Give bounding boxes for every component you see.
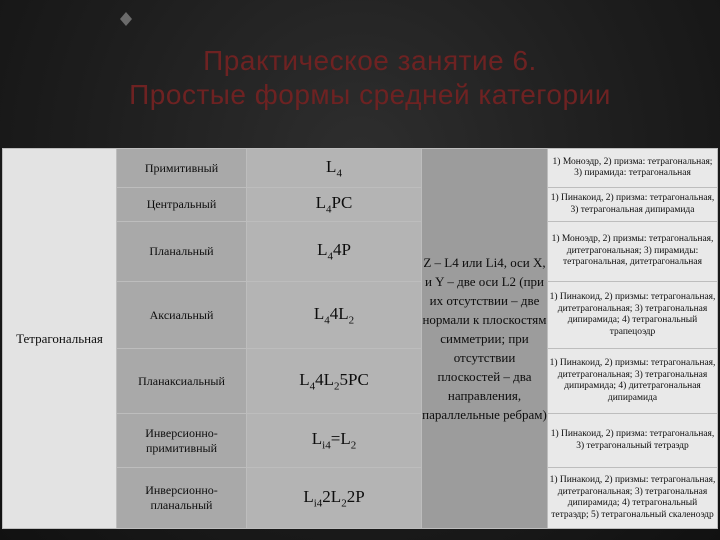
symmetry-kind-cell (117, 282, 247, 349)
formula-subscript: i4 (313, 497, 323, 510)
symmetry-formula-cell (247, 282, 422, 349)
formula-subscript: i4 (322, 439, 331, 452)
formula-part: =L (330, 429, 351, 449)
simple-forms-cell (548, 149, 718, 188)
simple-forms-cell (548, 188, 718, 222)
symmetry-kind: Аксиальный (149, 307, 214, 322)
simple-forms-list: 1) Моноэдр, 2) призма: тетрагональная; 3) пирамида: тетрагональная (552, 156, 713, 178)
formula-subscript: 4 (326, 203, 332, 216)
symmetry-formula-cell (247, 188, 422, 222)
title-line-2: Простые формы средней категории (129, 79, 611, 110)
formula-subscript: 2 (341, 497, 347, 510)
simple-forms-list: 1) Моноэдр, 2) призмы: тетрагональная, дитетрагональная; 3) пирамиды: тетрагональная, дитетрагональная (551, 234, 714, 268)
symmetry-kind-cell (117, 149, 247, 188)
simple-forms-cell (548, 349, 718, 414)
formula-part: L (303, 486, 314, 506)
formula-part: 2L (322, 486, 342, 506)
symmetry-formula-cell (247, 468, 422, 529)
simple-forms-list: 1) Пинакоид, 2) призмы: тетрагональная, дитетрагональная; 3) тетрагональная дипирамида; 4) тетрагональный тетраэдр; 5) тетрагональный скаленоэдр (549, 475, 716, 520)
formula-subscript: 2 (348, 314, 355, 327)
formula-subscript: 4 (324, 314, 330, 327)
formula-part: L (299, 369, 310, 389)
table-row (3, 149, 718, 188)
formula-part: 5PC (339, 369, 369, 389)
syngony-cell: Тетрагональная (3, 149, 117, 529)
formula-subscript: 4 (327, 250, 333, 263)
symmetry-kind-cell (117, 222, 247, 282)
simple-forms-cell (548, 282, 718, 349)
symmetry-kind-cell (117, 349, 247, 414)
symmetry-kind: Инверсионно-планальный (145, 483, 218, 512)
symmetry-kind: Инверсионно-примитивный (145, 425, 218, 455)
formula-subscript: 2 (333, 380, 340, 393)
symmetry-kind-cell (117, 188, 247, 222)
simple-forms-cell (548, 414, 718, 468)
simple-forms-cell (548, 468, 718, 529)
formula-part: L (315, 193, 327, 213)
simple-forms-list: 1) Пинакоид, 2) призмы: тетрагональная, дитетрагональная; 3) тетрагональная дипирамида; 4) дитетрагональная дипирамида (549, 358, 716, 403)
formula-subscript: 2 (350, 439, 357, 452)
symmetry-formula-cell (247, 349, 422, 414)
symmetry-formula-cell (247, 149, 422, 188)
symmetry-kind-cell (117, 468, 247, 529)
symmetry-kind: Центральный (146, 197, 217, 211)
symmetry-kind: Примитивный (144, 160, 219, 175)
formula-part: L (313, 303, 325, 323)
formula-part: L (311, 429, 323, 449)
axes-note-cell: Z – L4 или Li4, оси X, и Y – две оси L2 (при их отсутствии – две нормали к плоскостям симметрии; при отсутствии плоскостей – два направления, параллельные ребрам) (422, 149, 548, 529)
symmetry-kind-cell (117, 414, 247, 468)
formula-part: 4P (332, 240, 351, 260)
slide-title (60, 44, 680, 112)
simple-forms-list: 1) Пинакоид, 2) призма: тетрагональная, 3) тетрагональный тетраэдр (550, 429, 715, 451)
formula-subscript: 4 (336, 167, 342, 180)
symmetry-kind: Планаксиальный (138, 373, 225, 388)
formula-part: L (326, 156, 337, 176)
symmetry-table (2, 148, 718, 529)
formula-part: 4L (329, 303, 349, 323)
diamond-bullet-icon (120, 12, 132, 26)
symmetry-formula-cell (247, 414, 422, 468)
formula-part: L (317, 240, 328, 260)
simple-forms-cell (548, 222, 718, 282)
symmetry-formula-cell (247, 222, 422, 282)
title-line-1: Практическое занятие 6. (203, 45, 537, 76)
simple-forms-list: 1) Пинакоид, 2) призмы: тетрагональная, дитетрагональная; 3) тетрагональная дипирамида; 4) тетрагональный трапецоэдр (549, 292, 716, 337)
symmetry-kind: Планальный (149, 244, 214, 258)
formula-part: PC (331, 193, 353, 213)
formula-subscript: 4 (309, 380, 316, 393)
formula-part: 2P (346, 486, 365, 506)
formula-part: 4L (315, 369, 334, 389)
simple-forms-list: 1) Пинакоид, 2) призма: тетрагональная, 3) тетрагональная дипирамида (550, 193, 715, 215)
